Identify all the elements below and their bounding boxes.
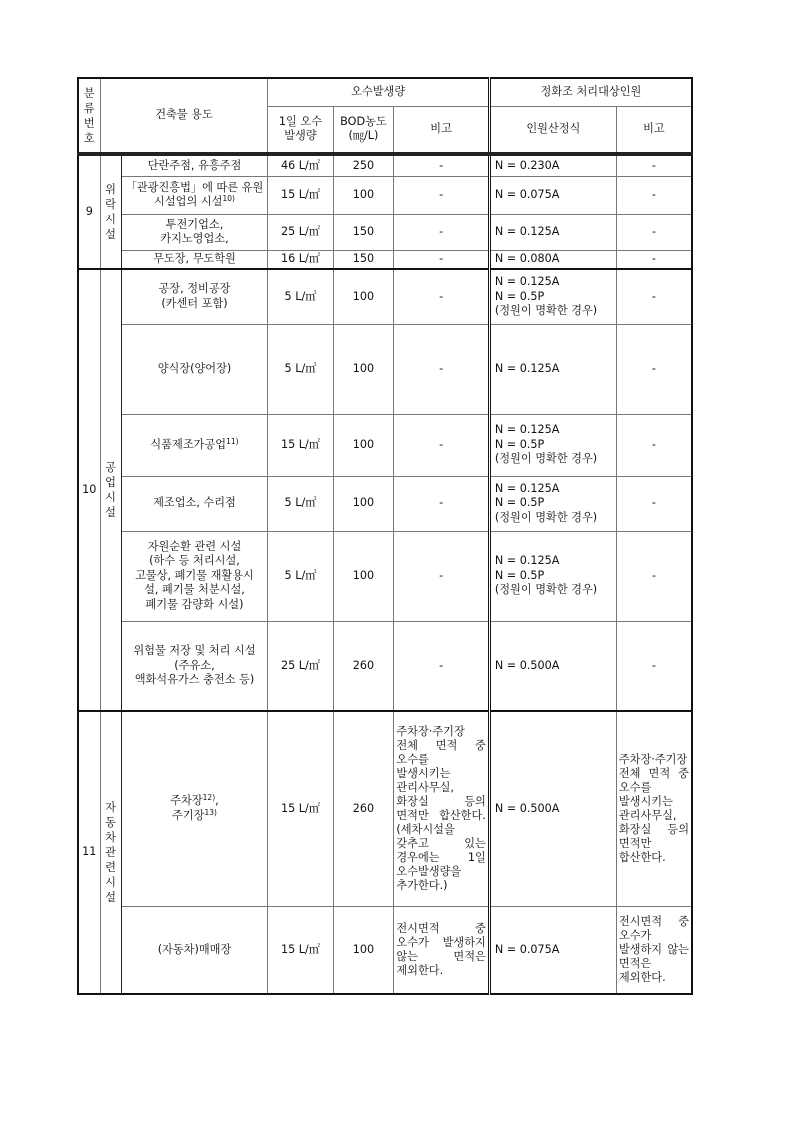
table-row [78,476,692,531]
note2: - [616,154,692,176]
daily-sewage: 15 L/㎡ [268,176,333,214]
bod-value: 100 [333,269,394,324]
header-note: 비고 [394,106,490,154]
section-category: 자 동 차 관 련 시 설 [100,711,121,994]
bod-value: 100 [333,476,394,531]
note2: - [616,414,692,476]
table-row [78,176,692,214]
building-use: 「관광진흥법」에 따른 유원 시설업의 시설$^{10)}$ [121,176,268,214]
note2: - [616,476,692,531]
formula: N = 0.125A N = 0.5P (정원이 명확한 경우) [489,476,616,531]
daily-sewage: 5 L/㎡ [268,476,333,531]
header-daily-sewage: 1일 오수 발생량 [268,106,333,154]
section-number: 10 [78,269,100,711]
header-classification-no: 분 류 번 호 [78,78,100,154]
daily-sewage: 5 L/㎡ [268,269,333,324]
formula: N = 0.075A [489,176,616,214]
table-row [78,531,692,621]
bod-value: 100 [333,414,394,476]
note2: - [616,176,692,214]
table-row [78,269,692,324]
header-note2: 비고 [616,106,692,154]
bod-value: 100 [333,324,394,414]
note: - [394,414,490,476]
header-row-1 [78,78,692,106]
section-number: 11 [78,711,100,994]
building-use: (자동차)매매장 [121,906,268,994]
note: - [394,214,490,250]
table-row [78,906,692,994]
note2: - [616,250,692,269]
note: - [394,250,490,269]
building-use: 주차장$^{12)}$, 주기장$^{13)}$ [121,711,268,906]
building-use: 양식장(양어장) [121,324,268,414]
note: - [394,531,490,621]
note2: - [616,621,692,711]
note: - [394,154,490,176]
formula: N = 0.125A N = 0.5P (정원이 명확한 경우) [489,414,616,476]
daily-sewage: 5 L/㎡ [268,531,333,621]
note: 주차장·주기장 전체 면적 중 오수를 발생시키는 관리사무실, 화장실 등의 면적만 합산한다. (세차시설을 갖추고 있는 경우에는 1일 오수발생량을 추가한다.) [394,711,490,906]
table-row [78,414,692,476]
formula: N = 0.125A N = 0.5P (정원이 명확한 경우) [489,269,616,324]
note2: - [616,531,692,621]
building-use: 투전기업소, 카지노영업소, [121,214,268,250]
header-septic-group: 정화조 처리대상인원 [489,78,692,106]
note2: - [616,269,692,324]
bod-value: 150 [333,214,394,250]
header-formula: 인원산정식 [489,106,616,154]
section-category: 공 업 시 설 [100,269,121,711]
table-row [78,621,692,711]
bod-value: 150 [333,250,394,269]
header-bod: BOD농도 (㎎/L) [333,106,394,154]
building-use: 식품제조가공업$^{11)}$ [121,414,268,476]
bod-value: 260 [333,711,394,906]
formula: N = 0.125A [489,214,616,250]
note: 전시면적 중 오수가 발생하지 않는 면적은 제외한다. [394,906,490,994]
table-row [78,711,692,906]
bod-value: 100 [333,906,394,994]
formula: N = 0.080A [489,250,616,269]
building-use: 제조업소, 수리점 [121,476,268,531]
formula: N = 0.230A [489,154,616,176]
note: - [394,476,490,531]
formula: N = 0.500A [489,621,616,711]
table-row [78,154,692,176]
sewage-standards-table [77,77,693,995]
bod-value: 100 [333,531,394,621]
table-row [78,214,692,250]
daily-sewage: 15 L/㎡ [268,711,333,906]
header-sewage-group: 오수발생량 [268,78,489,106]
building-use: 공장, 정비공장 (카센터 포함) [121,269,268,324]
note2: 주차장·주기장 전체 면적 중 오수를 발생시키는 관리사무실, 화장실 등의 면적만 합산한다. [616,711,692,906]
daily-sewage: 25 L/㎡ [268,621,333,711]
note: - [394,269,490,324]
bod-value: 250 [333,154,394,176]
section-number: 9 [78,154,100,269]
bod-value: 100 [333,176,394,214]
daily-sewage: 15 L/㎡ [268,414,333,476]
daily-sewage: 16 L/㎡ [268,250,333,269]
note2: 전시면적 중 오수가 발생하지 않는 면적은 제외한다. [616,906,692,994]
formula: N = 0.125A N = 0.5P (정원이 명확한 경우) [489,531,616,621]
note2: - [616,214,692,250]
daily-sewage: 15 L/㎡ [268,906,333,994]
note: - [394,621,490,711]
section-category: 위 락 시 설 [100,154,121,269]
daily-sewage: 5 L/㎡ [268,324,333,414]
bod-value: 260 [333,621,394,711]
header-building-use: 건축물 용도 [100,78,268,154]
building-use: 위험물 저장 및 처리 시설 (주유소, 액화석유가스 충전소 등) [121,621,268,711]
table-row [78,324,692,414]
note: - [394,324,490,414]
building-use: 무도장, 무도학원 [121,250,268,269]
daily-sewage: 46 L/㎡ [268,154,333,176]
formula: N = 0.075A [489,906,616,994]
table-row [78,250,692,269]
note2: - [616,324,692,414]
daily-sewage: 25 L/㎡ [268,214,333,250]
building-use: 단란주점, 유흥주점 [121,154,268,176]
building-use: 자원순환 관련 시설 (하수 등 처리시설, 고물상, 폐기물 재활용시 설, 폐기물 처분시설, 폐기물 감량화 시설) [121,531,268,621]
note: - [394,176,490,214]
formula: N = 0.500A [489,711,616,906]
formula: N = 0.125A [489,324,616,414]
